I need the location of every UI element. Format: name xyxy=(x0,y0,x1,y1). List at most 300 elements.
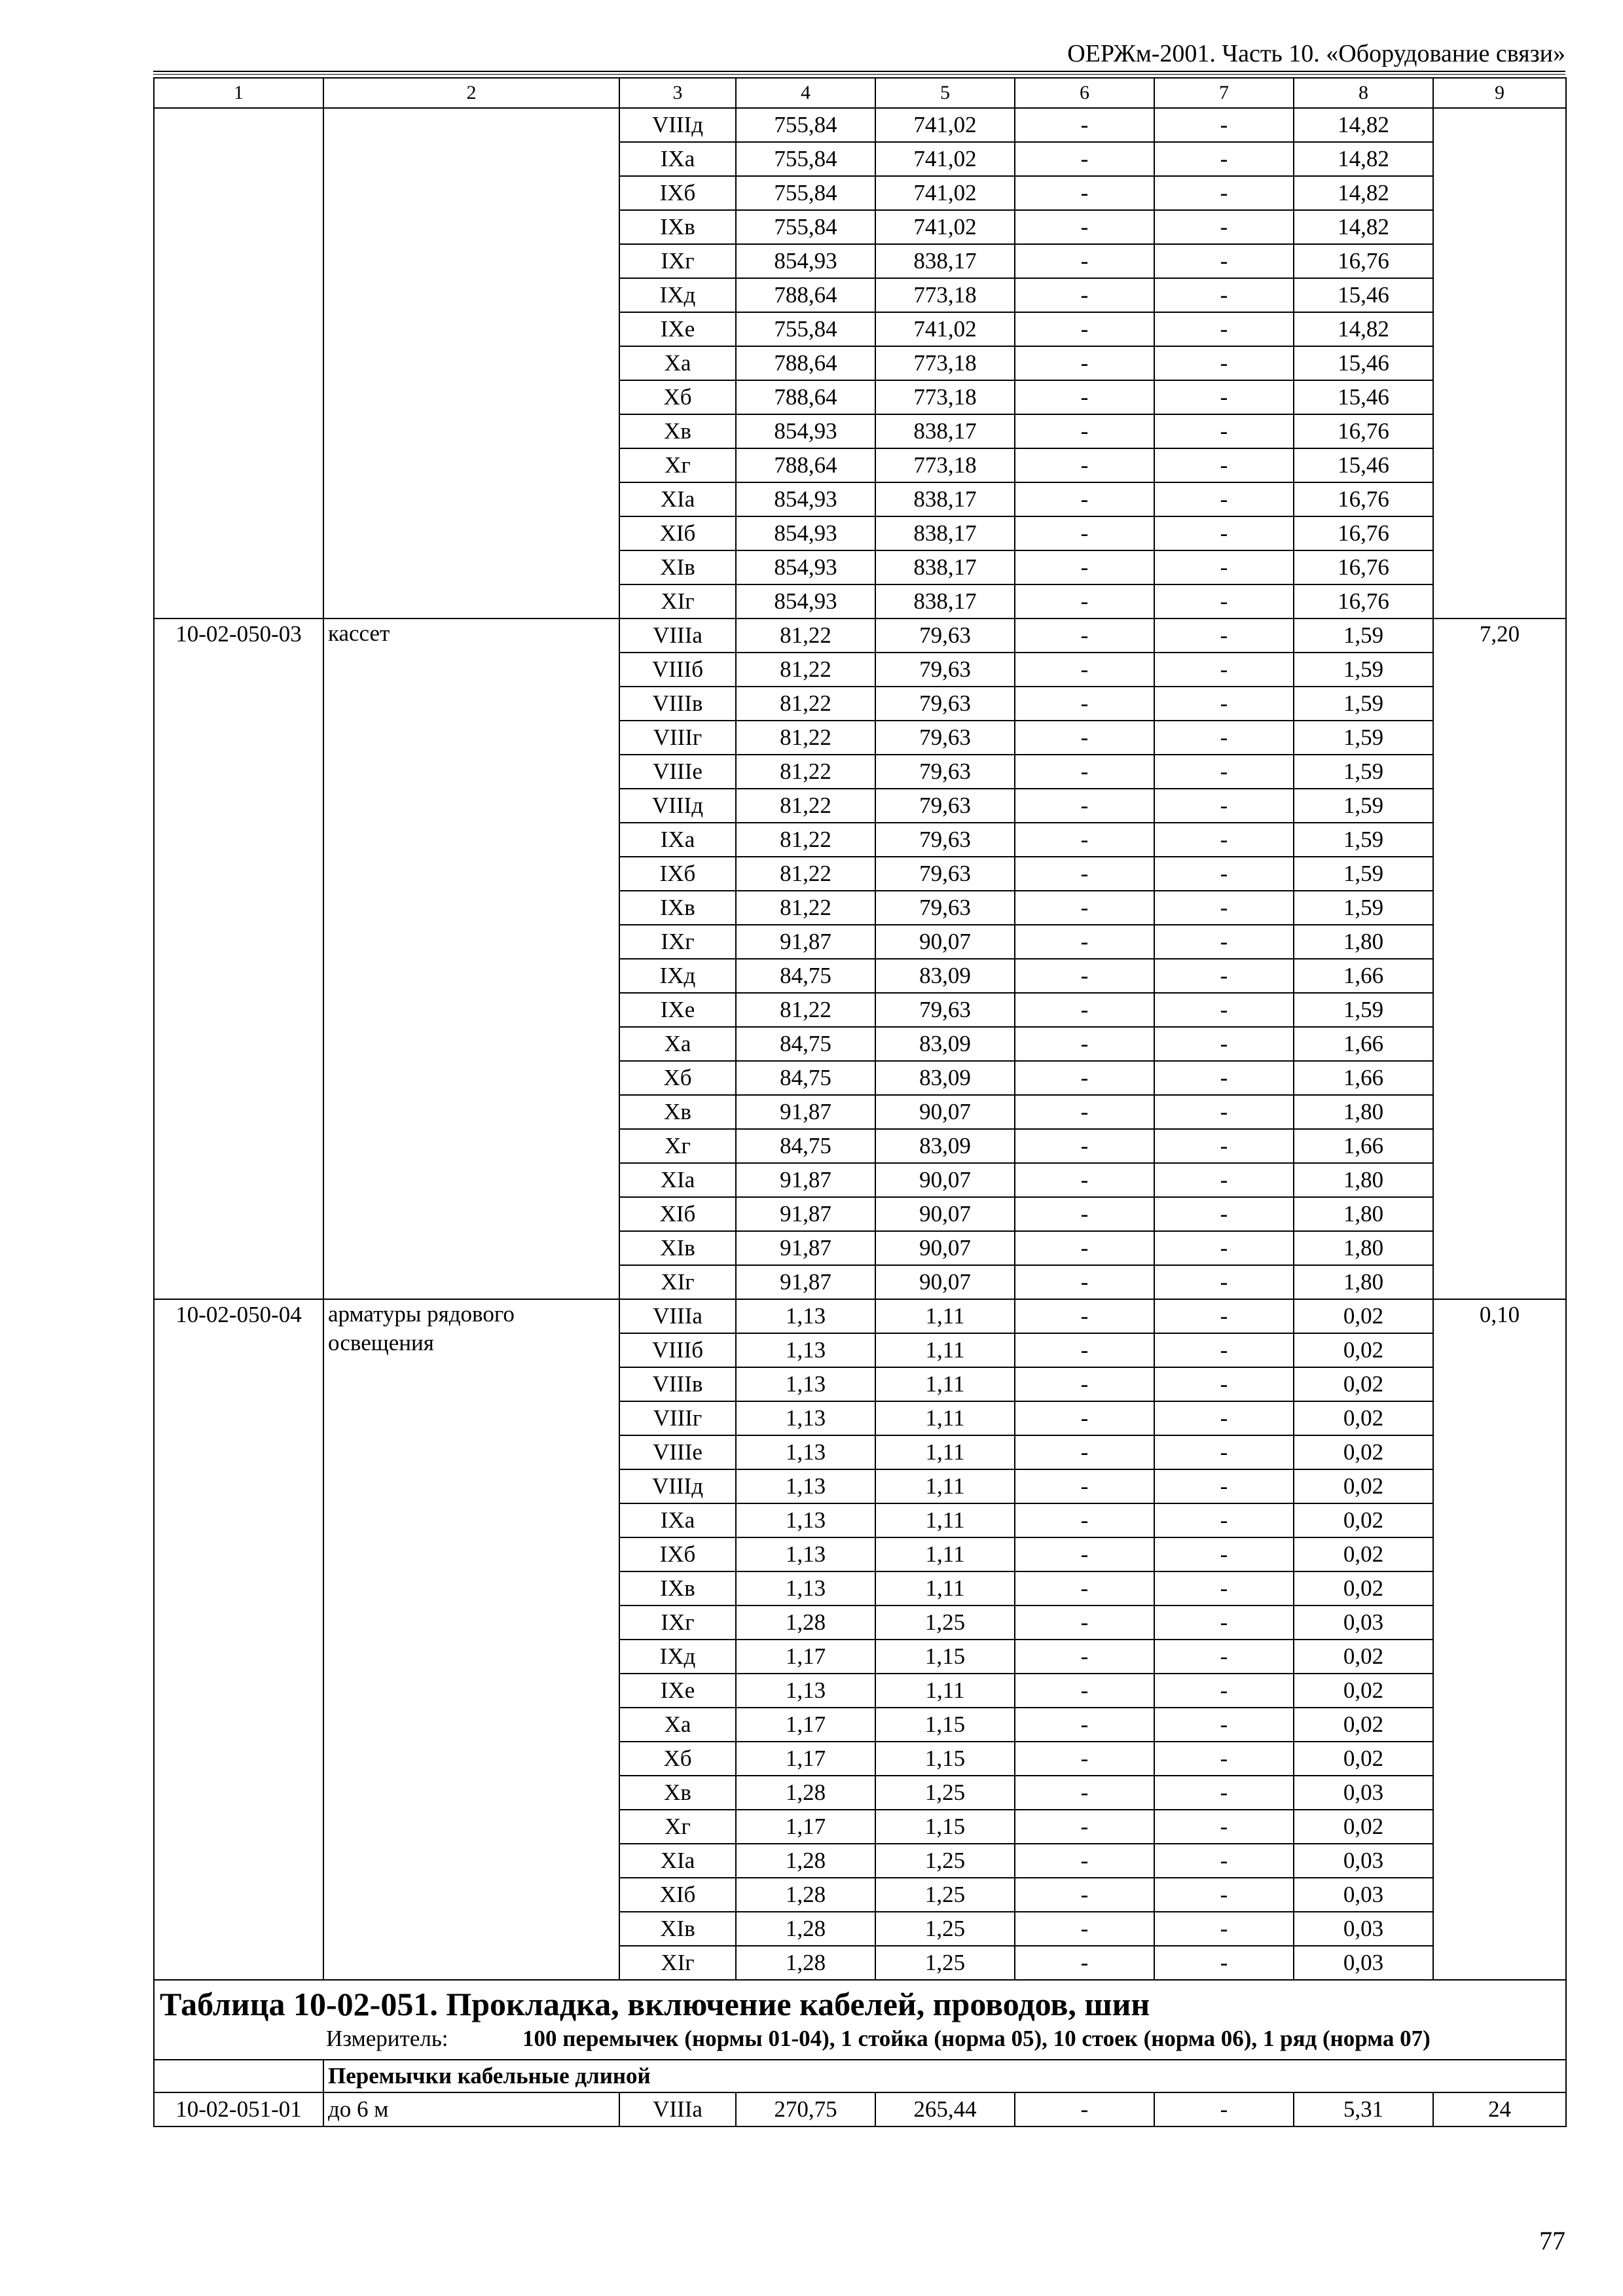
table-cell: - xyxy=(1015,1605,1154,1640)
table-cell: - xyxy=(1154,619,1294,653)
table-cell: - xyxy=(1015,857,1154,891)
table-cell: - xyxy=(1015,1640,1154,1674)
table-cell: - xyxy=(1015,1469,1154,1503)
table-cell: - xyxy=(1154,1197,1294,1231)
table-cell: IXд xyxy=(619,1640,736,1674)
table-cell: 14,82 xyxy=(1294,312,1433,346)
table-cell: - xyxy=(1015,312,1154,346)
table-cell: IXд xyxy=(619,959,736,993)
table-cell: 24 xyxy=(1433,2092,1566,2126)
table-cell: 0,02 xyxy=(1294,1708,1433,1742)
table-cell: 81,22 xyxy=(736,687,875,721)
column-number: 6 xyxy=(1015,78,1154,108)
table-cell: - xyxy=(1015,1503,1154,1537)
table-cell: 0,03 xyxy=(1294,1878,1433,1912)
table-cell: - xyxy=(1154,482,1294,516)
table-cell: 1,25 xyxy=(875,1912,1015,1946)
table-cell: - xyxy=(1015,789,1154,823)
table-cell: 854,93 xyxy=(736,414,875,448)
table-cell: - xyxy=(1154,1537,1294,1571)
table-cell: 788,64 xyxy=(736,346,875,380)
table-cell: 1,13 xyxy=(736,1469,875,1503)
table-cell: - xyxy=(1015,1333,1154,1367)
table-row xyxy=(154,619,1566,653)
table-cell: 1,11 xyxy=(875,1367,1015,1401)
table-cell: 755,84 xyxy=(736,312,875,346)
table-cell: - xyxy=(1154,823,1294,857)
row-col9: 7,20 xyxy=(1433,619,1566,1299)
table-cell: 1,25 xyxy=(875,1878,1015,1912)
table-cell: VIIIв xyxy=(619,1367,736,1401)
table-cell: 14,82 xyxy=(1294,176,1433,210)
table-cell: - xyxy=(1154,653,1294,687)
table-row xyxy=(154,108,1566,142)
table-cell: 1,13 xyxy=(736,1571,875,1605)
table-cell: 16,76 xyxy=(1294,516,1433,550)
table-cell: 1,80 xyxy=(1294,1197,1433,1231)
table-cell: - xyxy=(1015,2092,1154,2126)
table-cell: 755,84 xyxy=(736,210,875,244)
table-cell: 0,02 xyxy=(1294,1367,1433,1401)
table-cell: 91,87 xyxy=(736,925,875,959)
table-cell: 81,22 xyxy=(736,789,875,823)
table-cell: 14,82 xyxy=(1294,142,1433,176)
table-cell: 0,02 xyxy=(1294,1674,1433,1708)
table-cell: - xyxy=(1154,1674,1294,1708)
table-cell: - xyxy=(1015,1571,1154,1605)
table-051-subheading: Перемычки кабельные длиной xyxy=(323,2060,1566,2092)
table-cell: 83,09 xyxy=(875,1061,1015,1095)
table-cell: VIIIa xyxy=(619,619,736,653)
table-cell: 773,18 xyxy=(875,448,1015,482)
table-cell: 79,63 xyxy=(875,687,1015,721)
table-cell: 83,09 xyxy=(875,959,1015,993)
table-cell: 83,09 xyxy=(875,1129,1015,1163)
table-cell: 0,02 xyxy=(1294,1435,1433,1469)
table-cell: 81,22 xyxy=(736,823,875,857)
column-number: 7 xyxy=(1154,78,1294,108)
table-cell: 1,66 xyxy=(1294,1129,1433,1163)
table-cell: VIIIе xyxy=(619,755,736,789)
table-cell: 1,13 xyxy=(736,1333,875,1367)
table-cell: VIIIв xyxy=(619,687,736,721)
table-cell: VIIIг xyxy=(619,1401,736,1435)
table-cell: - xyxy=(1154,1401,1294,1435)
table-cell: - xyxy=(1015,142,1154,176)
table-cell: 1,11 xyxy=(875,1299,1015,1333)
table-cell: - xyxy=(1154,1265,1294,1299)
table-cell: Xa xyxy=(619,1708,736,1742)
table-cell: - xyxy=(1154,448,1294,482)
table-cell: 773,18 xyxy=(875,278,1015,312)
table-cell: IXб xyxy=(619,176,736,210)
table-cell: 1,13 xyxy=(736,1503,875,1537)
table-cell: Xг xyxy=(619,1810,736,1844)
table-cell: 15,46 xyxy=(1294,278,1433,312)
table-cell: 1,11 xyxy=(875,1571,1015,1605)
table-cell: 1,25 xyxy=(875,1844,1015,1878)
table-cell: VIIIг xyxy=(619,721,736,755)
table-cell: 1,25 xyxy=(875,1605,1015,1640)
row-code xyxy=(154,108,323,619)
table-051-meter xyxy=(155,2024,1565,2054)
table-cell: - xyxy=(1154,1367,1294,1401)
table-cell: 81,22 xyxy=(736,619,875,653)
table-cell: 1,80 xyxy=(1294,925,1433,959)
table-cell: - xyxy=(1154,1844,1294,1878)
table-cell: 81,22 xyxy=(736,891,875,925)
table-cell: - xyxy=(1154,414,1294,448)
row-col9: 0,10 xyxy=(1433,1299,1566,1980)
table-cell: XIб xyxy=(619,516,736,550)
table-cell: 1,15 xyxy=(875,1742,1015,1776)
table-cell: 0,02 xyxy=(1294,1503,1433,1537)
table-cell: 0,02 xyxy=(1294,1333,1433,1367)
table-cell: - xyxy=(1154,210,1294,244)
table-cell: IXе xyxy=(619,993,736,1027)
table-cell: 1,28 xyxy=(736,1912,875,1946)
table-cell: 265,44 xyxy=(875,2092,1015,2126)
table-cell: - xyxy=(1015,244,1154,278)
table-cell: - xyxy=(1015,1231,1154,1265)
table-cell: XIв xyxy=(619,1231,736,1265)
table-cell: 1,11 xyxy=(875,1333,1015,1367)
table-cell: - xyxy=(1015,278,1154,312)
table-cell: - xyxy=(1154,380,1294,414)
table-cell: - xyxy=(1154,2092,1294,2126)
table-cell: - xyxy=(1154,891,1294,925)
table-cell: - xyxy=(1154,1333,1294,1367)
table-cell: 16,76 xyxy=(1294,244,1433,278)
table-cell: 1,66 xyxy=(1294,959,1433,993)
table-cell: - xyxy=(1015,1163,1154,1197)
table-cell: - xyxy=(1015,1197,1154,1231)
table-cell: 788,64 xyxy=(736,380,875,414)
column-number: 1 xyxy=(154,78,323,108)
table-cell: IXе xyxy=(619,312,736,346)
table-cell: 1,17 xyxy=(736,1708,875,1742)
rates-table xyxy=(153,77,1567,2127)
table-cell: 0,02 xyxy=(1294,1742,1433,1776)
table-cell: - xyxy=(1015,1435,1154,1469)
table-cell: 0,02 xyxy=(1294,1469,1433,1503)
table-cell: - xyxy=(1015,1708,1154,1742)
table-cell: Xб xyxy=(619,1061,736,1095)
table-cell: IXб xyxy=(619,857,736,891)
header-rule-thin xyxy=(153,74,1565,75)
table-cell: 1,59 xyxy=(1294,619,1433,653)
table-cell: - xyxy=(1015,584,1154,619)
table-cell: Xв xyxy=(619,414,736,448)
column-number: 3 xyxy=(619,78,736,108)
table-cell: 79,63 xyxy=(875,789,1015,823)
table-cell: 1,28 xyxy=(736,1605,875,1640)
table-cell: 0,03 xyxy=(1294,1605,1433,1640)
table-row xyxy=(154,1299,1566,1333)
table-cell: 755,84 xyxy=(736,176,875,210)
table-cell: - xyxy=(1154,721,1294,755)
table-cell: 79,63 xyxy=(875,653,1015,687)
table-cell: 79,63 xyxy=(875,891,1015,925)
table-cell: 79,63 xyxy=(875,857,1015,891)
table-cell: - xyxy=(1154,244,1294,278)
table-cell: - xyxy=(1154,312,1294,346)
table-cell: 1,59 xyxy=(1294,857,1433,891)
row-code: 10-02-050-04 xyxy=(154,1299,323,1980)
table-cell: - xyxy=(1015,687,1154,721)
table-cell: VIIIе xyxy=(619,1435,736,1469)
table-cell: 741,02 xyxy=(875,312,1015,346)
table-cell: 16,76 xyxy=(1294,482,1433,516)
table-cell: IXa xyxy=(619,1503,736,1537)
table-cell: 91,87 xyxy=(736,1163,875,1197)
table-cell: - xyxy=(1015,380,1154,414)
table-cell: IXг xyxy=(619,244,736,278)
table-cell: 90,07 xyxy=(875,1231,1015,1265)
row-name: до 6 м xyxy=(323,2092,619,2126)
table-cell: XIa xyxy=(619,1163,736,1197)
table-cell: VIIIд xyxy=(619,789,736,823)
table-cell: IXд xyxy=(619,278,736,312)
table-cell: - xyxy=(1015,1129,1154,1163)
table-cell: - xyxy=(1154,1571,1294,1605)
table-cell: - xyxy=(1015,1027,1154,1061)
table-cell: 854,93 xyxy=(736,482,875,516)
table-cell: 1,17 xyxy=(736,1810,875,1844)
table-cell: 838,17 xyxy=(875,584,1015,619)
table-cell: 838,17 xyxy=(875,244,1015,278)
table-cell: - xyxy=(1015,891,1154,925)
table-cell: - xyxy=(1015,755,1154,789)
table-cell: 741,02 xyxy=(875,210,1015,244)
table-cell: - xyxy=(1015,414,1154,448)
table-cell: Xг xyxy=(619,1129,736,1163)
table-cell: - xyxy=(1154,278,1294,312)
table-cell: - xyxy=(1154,1435,1294,1469)
table-cell: Xв xyxy=(619,1776,736,1810)
table-cell: - xyxy=(1154,755,1294,789)
table-cell: - xyxy=(1015,993,1154,1027)
table-cell: 15,46 xyxy=(1294,380,1433,414)
table-cell: 1,11 xyxy=(875,1674,1015,1708)
table-cell: 14,82 xyxy=(1294,210,1433,244)
table-cell: - xyxy=(1154,1878,1294,1912)
table-cell: 84,75 xyxy=(736,1061,875,1095)
table-cell: XIг xyxy=(619,584,736,619)
table-cell: 854,93 xyxy=(736,244,875,278)
table-cell: 91,87 xyxy=(736,1231,875,1265)
table-cell: - xyxy=(1015,176,1154,210)
table-cell: - xyxy=(1015,1537,1154,1571)
table-cell: 0,03 xyxy=(1294,1946,1433,1980)
table-cell: - xyxy=(1015,1776,1154,1810)
table-cell: 1,59 xyxy=(1294,823,1433,857)
table-cell: IXг xyxy=(619,1605,736,1640)
table-cell: 1,80 xyxy=(1294,1231,1433,1265)
table-cell: 741,02 xyxy=(875,176,1015,210)
table-cell: 1,28 xyxy=(736,1844,875,1878)
table-cell: 84,75 xyxy=(736,959,875,993)
table-cell: 15,46 xyxy=(1294,448,1433,482)
table-cell: 15,46 xyxy=(1294,346,1433,380)
table-cell: 0,02 xyxy=(1294,1640,1433,1674)
table-cell: 1,13 xyxy=(736,1435,875,1469)
table-cell: 755,84 xyxy=(736,142,875,176)
table-051-subheading-row xyxy=(154,2060,1566,2092)
page-number: 77 xyxy=(1539,2226,1565,2255)
table-cell: IXв xyxy=(619,891,736,925)
table-cell: 1,66 xyxy=(1294,1027,1433,1061)
table-cell: - xyxy=(1154,993,1294,1027)
table-cell: VIIIб xyxy=(619,1333,736,1367)
table-cell: - xyxy=(1015,619,1154,653)
table-cell: 5,31 xyxy=(1294,2092,1433,2126)
table-cell: 1,59 xyxy=(1294,687,1433,721)
table-cell: 1,11 xyxy=(875,1537,1015,1571)
table-cell: Xв xyxy=(619,1095,736,1129)
table-cell: 1,59 xyxy=(1294,721,1433,755)
table-cell: 90,07 xyxy=(875,1163,1015,1197)
table-cell: - xyxy=(1015,653,1154,687)
table-cell: 0,03 xyxy=(1294,1912,1433,1946)
table-cell: 838,17 xyxy=(875,482,1015,516)
table-cell: IXв xyxy=(619,1571,736,1605)
table-cell: 1,80 xyxy=(1294,1163,1433,1197)
table-cell: - xyxy=(1154,1503,1294,1537)
table-cell: - xyxy=(1154,1163,1294,1197)
table-cell: IXе xyxy=(619,1674,736,1708)
table-cell: 1,59 xyxy=(1294,993,1433,1027)
table-cell: - xyxy=(1154,346,1294,380)
table-cell: 1,25 xyxy=(875,1776,1015,1810)
table-cell: 1,15 xyxy=(875,1810,1015,1844)
table-cell: 81,22 xyxy=(736,721,875,755)
table-051-title-row xyxy=(154,1980,1566,2060)
table-cell: - xyxy=(1154,959,1294,993)
table-cell: XIг xyxy=(619,1265,736,1299)
column-number: 2 xyxy=(323,78,619,108)
table-cell: 1,13 xyxy=(736,1367,875,1401)
table-cell: - xyxy=(1154,1095,1294,1129)
table-cell: Xг xyxy=(619,448,736,482)
table-cell: Xб xyxy=(619,1742,736,1776)
table-cell: VIIIa xyxy=(619,1299,736,1333)
row-name xyxy=(323,108,619,619)
table-cell: - xyxy=(1015,482,1154,516)
table-cell: - xyxy=(1015,1810,1154,1844)
table-cell: 1,15 xyxy=(875,1640,1015,1674)
table-cell: - xyxy=(1154,1742,1294,1776)
table-cell: - xyxy=(1154,176,1294,210)
table-cell: - xyxy=(1015,1878,1154,1912)
column-number: 9 xyxy=(1433,78,1566,108)
table-cell: 16,76 xyxy=(1294,584,1433,619)
table-cell: 16,76 xyxy=(1294,550,1433,584)
table-cell: IXб xyxy=(619,1537,736,1571)
table-cell: 90,07 xyxy=(875,1265,1015,1299)
table-cell: XIв xyxy=(619,1912,736,1946)
table-cell: - xyxy=(1154,584,1294,619)
table-cell: 1,66 xyxy=(1294,1061,1433,1095)
table-cell: 741,02 xyxy=(875,108,1015,142)
table-cell: - xyxy=(1015,721,1154,755)
table-cell: - xyxy=(1154,108,1294,142)
table-cell: IXв xyxy=(619,210,736,244)
table-cell: 1,59 xyxy=(1294,789,1433,823)
table-cell: 14,82 xyxy=(1294,108,1433,142)
column-number: 4 xyxy=(736,78,875,108)
table-cell: 838,17 xyxy=(875,550,1015,584)
table-cell: VIIIб xyxy=(619,653,736,687)
table-cell: 79,63 xyxy=(875,755,1015,789)
row-col9 xyxy=(1433,108,1566,619)
table-cell: - xyxy=(1154,1061,1294,1095)
table-cell: - xyxy=(1154,857,1294,891)
table-cell: 0,02 xyxy=(1294,1810,1433,1844)
table-cell: 1,15 xyxy=(875,1708,1015,1742)
table-cell: Xб xyxy=(619,380,736,414)
table-cell: 1,13 xyxy=(736,1401,875,1435)
table-cell: 84,75 xyxy=(736,1027,875,1061)
table-cell: 0,03 xyxy=(1294,1844,1433,1878)
table-cell: 83,09 xyxy=(875,1027,1015,1061)
table-cell: 81,22 xyxy=(736,857,875,891)
table-cell: - xyxy=(1015,1367,1154,1401)
meter-value: 100 перемычек (нормы 01-04), 1 стойка (норма 05), 10 стоек (норма 06), 1 ряд (норма 07) xyxy=(522,2026,1431,2051)
table-cell: 788,64 xyxy=(736,448,875,482)
table-cell: - xyxy=(1154,142,1294,176)
column-number-row xyxy=(154,78,1566,108)
table-cell: 79,63 xyxy=(875,993,1015,1027)
table-cell: 81,22 xyxy=(736,653,875,687)
table-cell: - xyxy=(1015,1844,1154,1878)
row-name: кассет xyxy=(323,619,619,1299)
table-cell: - xyxy=(1154,1810,1294,1844)
table-cell: 1,59 xyxy=(1294,891,1433,925)
table-cell: 773,18 xyxy=(875,346,1015,380)
table-cell: XIв xyxy=(619,550,736,584)
table-cell: 1,17 xyxy=(736,1640,875,1674)
table-cell: - xyxy=(1154,1129,1294,1163)
table-cell: VIIIд xyxy=(619,108,736,142)
table-cell: - xyxy=(1154,1708,1294,1742)
table-cell: 854,93 xyxy=(736,516,875,550)
table-cell: XIб xyxy=(619,1878,736,1912)
table-cell: 773,18 xyxy=(875,380,1015,414)
table-cell: - xyxy=(1015,1401,1154,1435)
table-cell: 1,11 xyxy=(875,1401,1015,1435)
table-cell: XIб xyxy=(619,1197,736,1231)
table-cell: - xyxy=(1154,1605,1294,1640)
table-row xyxy=(154,2092,1566,2126)
row-code: 10-02-050-03 xyxy=(154,619,323,1299)
table-cell: 0,02 xyxy=(1294,1571,1433,1605)
table-cell: Xa xyxy=(619,346,736,380)
table-cell: - xyxy=(1154,1231,1294,1265)
table-cell: - xyxy=(1015,1299,1154,1333)
table-051-title: Таблица 10-02-051. Прокладка, включение кабелей, проводов, шин xyxy=(160,1986,1150,2022)
table-cell: 788,64 xyxy=(736,278,875,312)
table-cell: 91,87 xyxy=(736,1197,875,1231)
table-cell: 1,13 xyxy=(736,1674,875,1708)
table-cell: 1,80 xyxy=(1294,1095,1433,1129)
page-header-title: ОЕРЖм-2001. Часть 10. «Оборудование связи» xyxy=(1067,40,1565,67)
table-cell: 91,87 xyxy=(736,1265,875,1299)
table-cell: - xyxy=(1154,925,1294,959)
table-cell: - xyxy=(1015,550,1154,584)
table-cell: VIIIд xyxy=(619,1469,736,1503)
table-cell: - xyxy=(1015,108,1154,142)
